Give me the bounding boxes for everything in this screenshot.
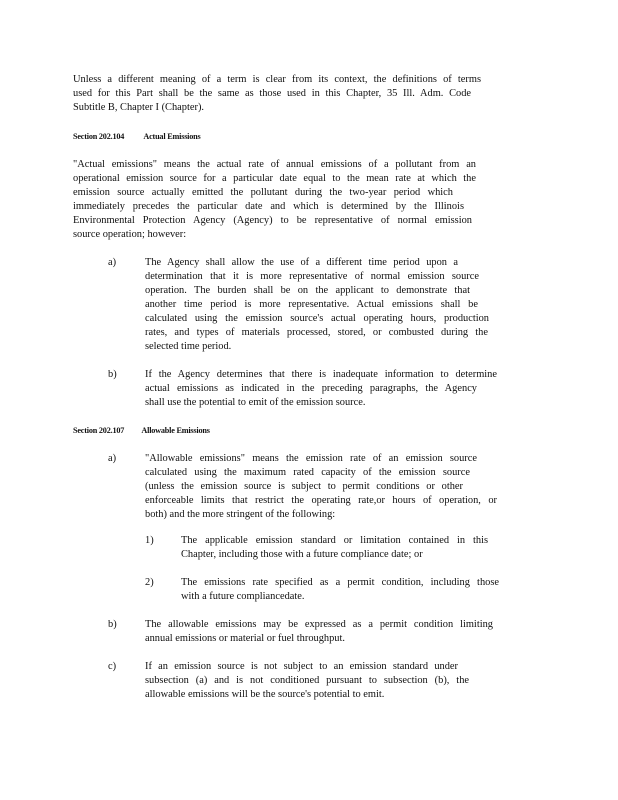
item-line: The allowable emissions may be expressed as a permit condition limiting (145, 619, 493, 630)
definition-line: immediately precedes the particular date and which is determined by the Illinois (73, 201, 464, 212)
item-marker: a) (108, 257, 117, 268)
item-marker: b) (108, 619, 117, 630)
item-marker: a) (108, 453, 117, 464)
item-line: rates, and types of materials processed, stored, or combusted during the (145, 327, 488, 338)
definition-line: emission source actually emitted the pollutant during the two-year period which (73, 187, 453, 198)
sub-item-line: The emissions rate specified as a permit condition, including those (181, 577, 499, 588)
section-number: Section 202.107 (73, 426, 125, 435)
sub-item-line: The applicable emission standard or limitation contained in this (181, 535, 488, 546)
definition-line: source operation; however: (73, 229, 187, 240)
item-line: shall use the potential to emit of the emission source. (145, 397, 366, 408)
definition-line: operational emission source for a particular date equal to the mean rate at which the (73, 173, 476, 184)
item-line: (unless the emission source is subject to permit conditions or other (145, 481, 463, 492)
item-line: calculated using the maximum rated capacity of the emission source (145, 467, 470, 478)
item-line: annual emissions or material or fuel throughput. (145, 633, 345, 644)
item-line: "Allowable emissions" means the emission rate of an emission source (145, 453, 477, 464)
item-line: selected time period. (145, 341, 232, 352)
definition-line: Environmental Protection Agency (Agency) to be representative of normal emission (73, 215, 472, 226)
section-104-heading (73, 130, 201, 144)
item-line: another time period is more representative. Actual emissions shall be (145, 299, 478, 310)
item-marker: b) (108, 369, 117, 380)
item-line: calculated using the emission source's actual operating hours, production (145, 313, 489, 324)
item-line: determination that it is more representative of normal emission source (145, 271, 479, 282)
item-line: actual emissions as indicated in the preceding paragraphs, the Agency (145, 383, 477, 394)
sub-item-marker: 1) (145, 535, 154, 546)
definition-line: "Actual emissions" means the actual rate of annual emissions of a pollutant from an (73, 159, 476, 170)
section-title: Actual Emissions (143, 132, 201, 141)
item-line: operation. The burden shall be on the applicant to demonstrate that (145, 285, 470, 296)
item-line: The Agency shall allow the use of a different time period upon a (145, 257, 458, 268)
item-line: both) and the more stringent of the following: (145, 509, 336, 520)
item-line: If the Agency determines that there is inadequate information to determine (145, 369, 497, 380)
section-title: Allowable Emissions (141, 426, 210, 435)
sub-item-marker: 2) (145, 577, 154, 588)
item-line: subsection (a) and is not conditioned pursuant to subsection (b), the (145, 675, 469, 686)
item-line: enforceable limits that restrict the operating rate,or hours of operation, or (145, 495, 497, 506)
intro-line: Subtitle B, Chapter I (Chapter). (73, 102, 205, 113)
sub-item-line: Chapter, including those with a future compliance date; or (181, 549, 423, 560)
item-marker: c) (108, 661, 117, 672)
section-number: Section 202.104 (73, 132, 125, 141)
intro-line: Unless a different meaning of a term is clear from its context, the definitions of terms (73, 74, 481, 85)
item-line: If an emission source is not subject to an emission standard under (145, 661, 458, 672)
item-line: allowable emissions will be the source's potential to emit. (145, 689, 385, 700)
sub-item-line: with a future compliancedate. (181, 591, 305, 602)
intro-line: used for this Part shall be the same as those used in this Chapter, 35 Ill. Adm. Code (73, 88, 471, 99)
section-107-heading (73, 424, 210, 438)
